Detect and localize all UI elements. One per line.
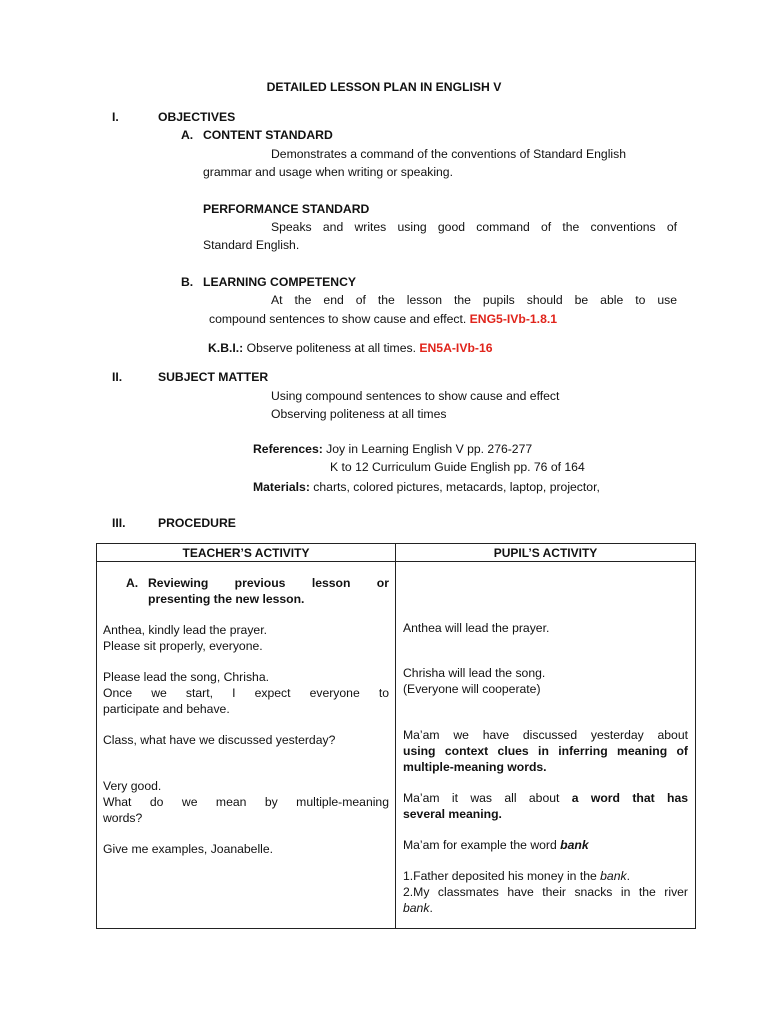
step-heading-line1: Reviewing previous lesson or xyxy=(148,576,389,590)
kbi-line xyxy=(208,341,493,355)
pupil-line-cooperate: (Everyone will cooperate) xyxy=(403,682,541,696)
kbi-text: Observe politeness at all times. xyxy=(246,341,416,355)
materials-line xyxy=(253,480,600,494)
kbi-code: EN5A-IVb-16 xyxy=(419,341,493,355)
pupil-line-sentence2-end xyxy=(403,901,433,915)
pupil-example-text: Ma’am for example the word xyxy=(403,838,557,852)
content-standard-line1: Demonstrates a command of the conventions of Standard English xyxy=(271,147,626,161)
teacher-line-very-good: Very good. xyxy=(103,779,162,793)
procedure-table-row xyxy=(97,562,696,929)
pupil-sentence1-period: . xyxy=(626,869,630,883)
teacher-line-examples: Give me examples, Joanabelle. xyxy=(103,842,274,856)
learning-competency-code: ENG5-IVb-1.8.1 xyxy=(469,312,558,326)
section-numeral-objectives: I. xyxy=(112,110,119,124)
section-heading-subject-matter: SUBJECT MATTER xyxy=(158,370,269,384)
subject-matter-line2: Observing politeness at all times xyxy=(271,407,447,421)
pupil-sentence1-text: 1.Father deposited his money in the xyxy=(403,869,597,883)
kbi-label: K.B.I.: xyxy=(208,341,244,355)
teacher-line-question: What do we mean by multiple-meaning xyxy=(103,795,389,809)
references-label: References: xyxy=(253,442,323,456)
pupil-example-word: bank xyxy=(560,838,589,852)
document-title: DETAILED LESSON PLAN IN ENGLISH V xyxy=(266,80,502,94)
section-numeral-subject-matter: II. xyxy=(112,370,123,384)
pupil-line-prayer: Anthea will lead the prayer. xyxy=(403,621,550,635)
section-heading-objectives: OBJECTIVES xyxy=(158,110,236,124)
pupil-sentence2-period: . xyxy=(429,901,433,915)
pupil-line-example-word xyxy=(403,838,589,852)
subject-matter-line1: Using compound sentences to show cause and effect xyxy=(271,389,560,403)
pupil-line-song: Chrisha will lead the song. xyxy=(403,666,546,680)
references-text-1: Joy in Learning English V pp. 276-277 xyxy=(326,442,533,456)
pupil-all-about-bold: a word that has xyxy=(571,791,689,805)
step-heading-line2: presenting the new lesson. xyxy=(148,592,305,606)
pupil-line-multiple-meaning: multiple-meaning words. xyxy=(403,760,547,774)
pupil-activity-header: PUPIL’S ACTIVITY xyxy=(396,544,696,562)
pupil-line-several-meaning: several meaning. xyxy=(403,807,502,821)
section-numeral-procedure: III. xyxy=(112,516,126,530)
pupil-activity-cell xyxy=(396,562,696,929)
pupil-all-about-text: Ma’am it was all about xyxy=(403,791,560,805)
procedure-table-header-row xyxy=(97,544,696,562)
content-standard-letter: A. xyxy=(181,128,194,142)
pupil-line-sentence1 xyxy=(403,869,630,883)
performance-standard-heading: PERFORMANCE STANDARD xyxy=(203,202,370,216)
pupil-line-context-clues: using context clues in inferring meaning of xyxy=(403,744,688,758)
procedure-table xyxy=(96,543,696,929)
pupil-sentence1-word: bank xyxy=(600,869,627,883)
content-standard-heading: CONTENT STANDARD xyxy=(203,128,333,142)
learning-competency-line1: At the end of the lesson the pupils should be able to use xyxy=(271,293,677,307)
teacher-line-discussed: Class, what have we discussed yesterday? xyxy=(103,733,336,747)
performance-standard-line2: Standard English. xyxy=(203,238,300,252)
pupil-sentence2-word: bank xyxy=(403,901,430,915)
content-standard-line2: grammar and usage when writing or speaking. xyxy=(203,165,453,179)
teacher-activity-cell xyxy=(97,562,396,929)
references-line xyxy=(253,442,532,456)
pupil-line-all-about xyxy=(403,791,688,805)
learning-competency-line2 xyxy=(209,312,557,326)
teacher-line-sit: Please sit properly, everyone. xyxy=(103,639,263,653)
materials-text: charts, colored pictures, metacards, laptop, projector, xyxy=(313,480,600,494)
learning-competency-heading: LEARNING COMPETENCY xyxy=(203,275,357,289)
teacher-line-words: words? xyxy=(103,811,143,825)
section-heading-procedure: PROCEDURE xyxy=(158,516,236,530)
teacher-activity-header: TEACHER’S ACTIVITY xyxy=(97,544,396,562)
step-letter: A. xyxy=(126,576,139,590)
learning-competency-text: compound sentences to show cause and effect. xyxy=(209,312,467,326)
teacher-line-song: Please lead the song, Chrisha. xyxy=(103,670,269,684)
teacher-line-expect: Once we start, I expect everyone to xyxy=(103,686,389,700)
materials-label: Materials: xyxy=(253,480,310,494)
learning-competency-letter: B. xyxy=(181,275,194,289)
teacher-line-behave: participate and behave. xyxy=(103,702,230,716)
teacher-line-prayer: Anthea, kindly lead the prayer. xyxy=(103,623,267,637)
performance-standard-line1: Speaks and writes using good command of the conventions of xyxy=(271,220,677,234)
pupil-line-discussed: Ma’am we have discussed yesterday about xyxy=(403,728,688,742)
references-text-2: K to 12 Curriculum Guide English pp. 76 of 164 xyxy=(330,460,585,474)
pupil-line-sentence2: 2.My classmates have their snacks in the river xyxy=(403,885,688,899)
